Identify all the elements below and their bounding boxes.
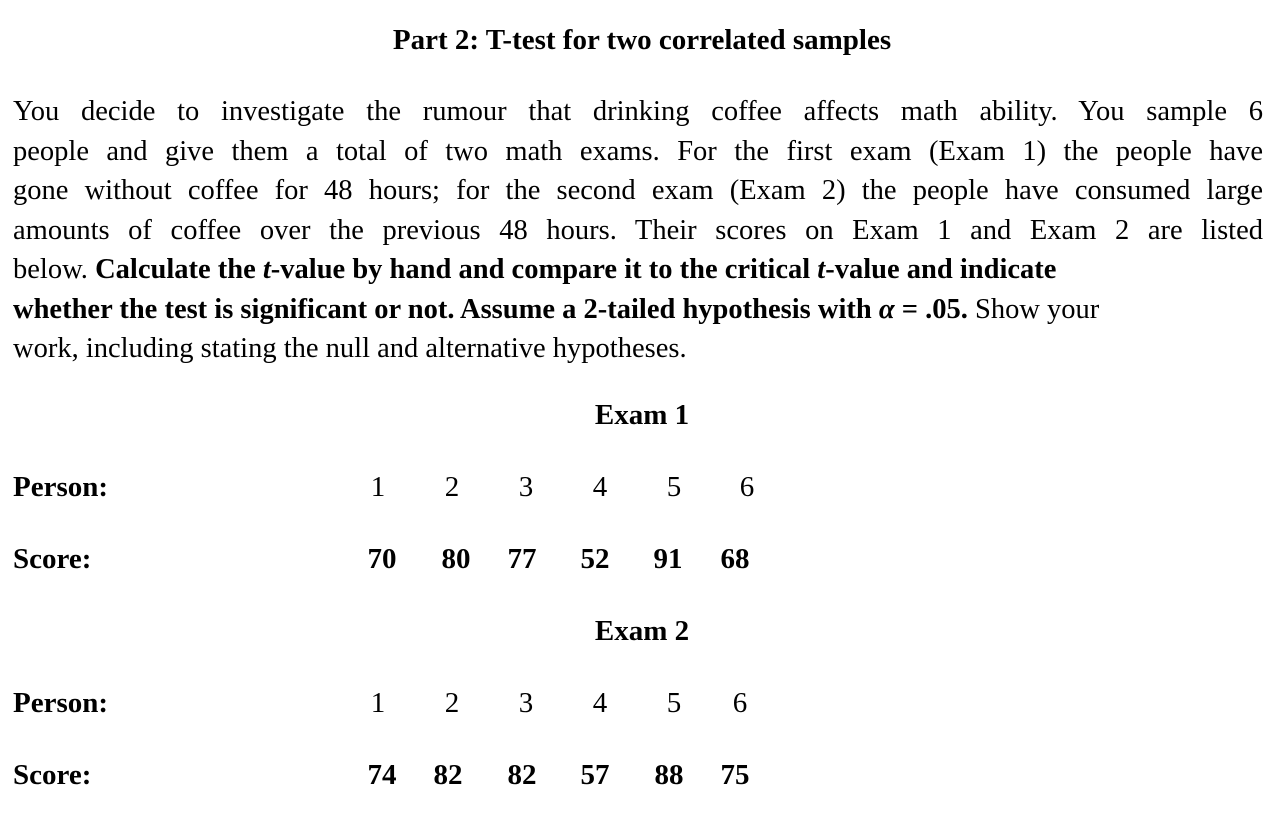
exam-2-score-3: 82 <box>507 759 537 791</box>
exam-1-person-label: Person: <box>13 471 109 503</box>
t-symbol: t <box>262 254 271 285</box>
exam-1-score-6: 68 <box>720 543 750 575</box>
exam-1-person-6: 6 <box>739 471 755 503</box>
exam-1-person-5: 5 <box>666 471 682 503</box>
paragraph-text: Show your <box>967 293 1100 325</box>
exam-1-person-2: 2 <box>444 471 460 503</box>
t-symbol: t <box>817 254 826 285</box>
exam-1-heading: Exam 1 <box>594 399 690 431</box>
exam-2-score-label: Score: <box>13 759 92 791</box>
exam-1-score-label: Score: <box>13 543 92 575</box>
paragraph-line-3: gone without coffee for 48 hours; for the second exam (Exam 2) the people have consumed large <box>13 175 1263 206</box>
exam-2-person-1: 1 <box>370 687 386 719</box>
paragraph-line-5 <box>13 250 1263 290</box>
alpha-value: = .05. <box>894 293 968 325</box>
exam-2-person-4: 4 <box>592 687 608 719</box>
paragraph-text: below. <box>13 254 96 285</box>
exam-1-person-3: 3 <box>518 471 534 503</box>
paragraph-line-2: people and give them a total of two math exams. For the first exam (Exam 1) the people have <box>13 135 1263 167</box>
exam-2-score-6: 75 <box>720 759 750 791</box>
exam-1-score-1: 70 <box>367 543 397 575</box>
exam-1-score-3: 77 <box>507 543 537 575</box>
exam-2-score-4: 57 <box>580 759 610 791</box>
problem-paragraph <box>13 92 1263 369</box>
exam-2-score-1: 74 <box>367 759 397 791</box>
exam-2-person-label: Person: <box>13 687 109 719</box>
instruction-text: -value and indicate <box>825 254 1057 285</box>
exam-2-score-2: 82 <box>433 759 463 791</box>
instruction-text: -value by hand and compare it to the critical <box>270 254 818 285</box>
exam-2-person-5: 5 <box>666 687 682 719</box>
exam-1-person-1: 1 <box>370 471 386 503</box>
paragraph-line-6 <box>13 290 1263 330</box>
instruction-text: Calculate the <box>95 254 263 285</box>
exam-2-score-5: 88 <box>654 759 684 791</box>
paragraph-line-7: work, including stating the null and alternative hypotheses. <box>13 333 687 364</box>
exam-1-score-2: 80 <box>441 543 471 575</box>
exam-2-person-2: 2 <box>444 687 460 719</box>
alpha-symbol: α <box>878 293 895 325</box>
exam-2-heading: Exam 2 <box>594 615 690 647</box>
exam-1-score-5: 91 <box>653 543 683 575</box>
page-title: Part 2: T-test for two correlated samples <box>392 24 892 56</box>
exam-1-score-4: 52 <box>580 543 610 575</box>
exam-1-person-4: 4 <box>592 471 608 503</box>
instruction-text: whether the test is significant or not. Assume a 2-tailed hypothesis with <box>13 293 879 325</box>
exam-2-person-6: 6 <box>732 687 748 719</box>
paragraph-line-1: You decide to investigate the rumour that drinking coffee affects math ability. You sample 6 <box>13 96 1263 127</box>
exam-2-person-3: 3 <box>518 687 534 719</box>
paragraph-line-4: amounts of coffee over the previous 48 hours. Their scores on Exam 1 and Exam 2 are listed <box>13 214 1263 246</box>
